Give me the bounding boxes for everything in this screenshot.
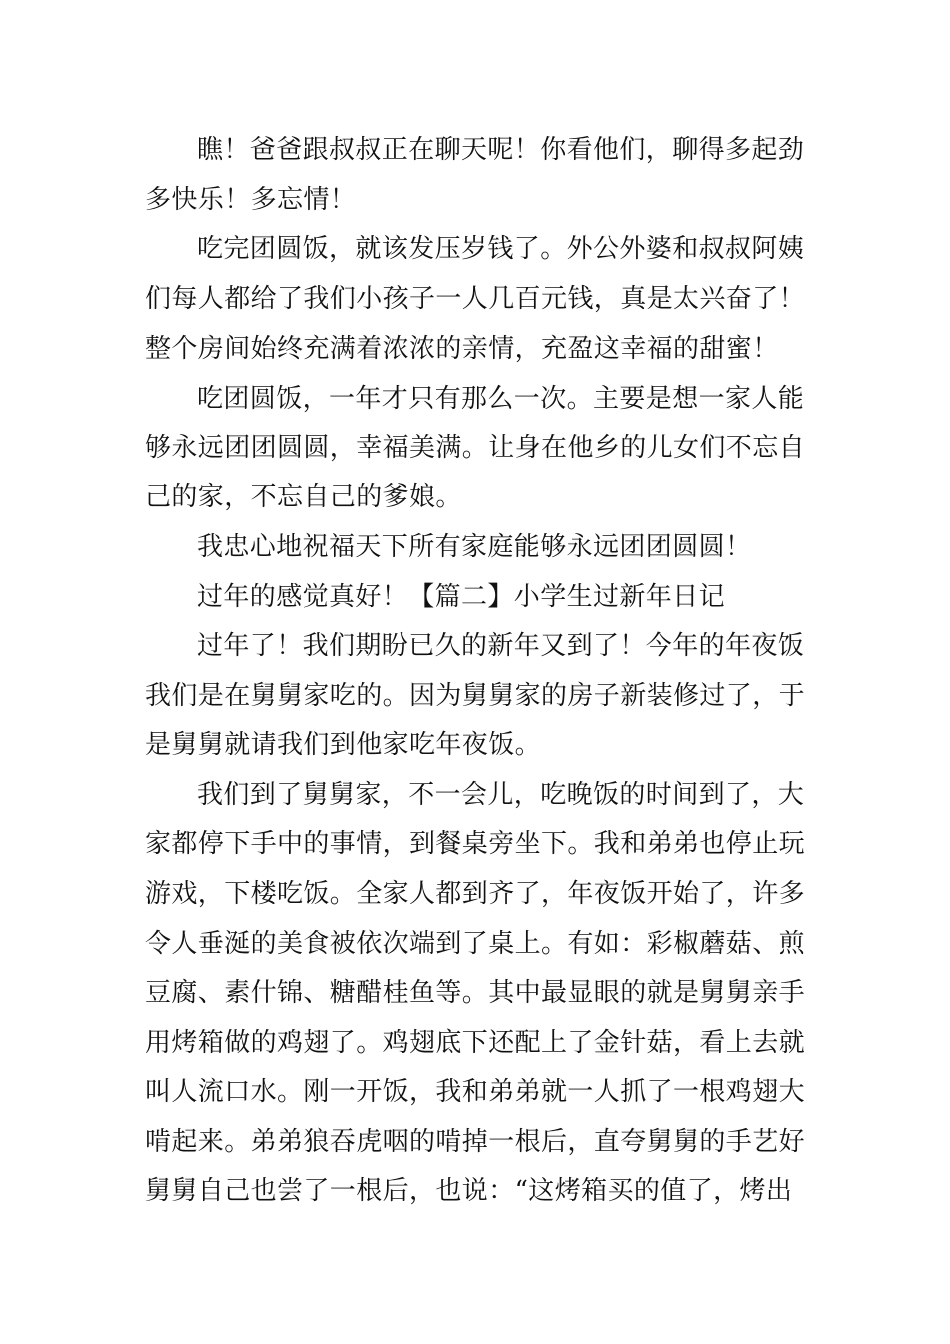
text-line: 啃起来。弟弟狼吞虎咽的啃掉一根后，直夸舅舅的手艺好 bbox=[145, 1127, 806, 1157]
text-line: 过年的感觉真好！【篇二】小学生过新年日记 bbox=[197, 582, 726, 612]
text-line: 多快乐！多忘情！ bbox=[145, 185, 357, 215]
text-line: 够永远团团圆圆，幸福美满。让身在他乡的儿女们不忘自 bbox=[145, 433, 806, 463]
text-line: 过年了！我们期盼已久的新年又到了！今年的年夜饭 bbox=[197, 631, 805, 661]
text-line: 整个房间始终充满着浓浓的亲情，充盈这幸福的甜蜜！ bbox=[145, 334, 779, 364]
text-line: 我们是在舅舅家吃的。因为舅舅家的房子新装修过了，于 bbox=[145, 681, 806, 711]
text-line: 豆腐、素什锦、糖醋桂鱼等。其中最显眼的就是舅舅亲手 bbox=[145, 978, 806, 1008]
text-line: 舅舅自己也尝了一根后，也说：“这烤箱买的值了，烤出 bbox=[145, 1176, 793, 1206]
text-line: 瞧！爸爸跟叔叔正在聊天呢！你看他们，聊得多起劲 bbox=[197, 135, 805, 165]
text-line: 用烤箱做的鸡翅了。鸡翅底下还配上了金针菇，看上去就 bbox=[145, 1028, 806, 1058]
text-line: 吃完团圆饭，就该发压岁钱了。外公外婆和叔叔阿姨 bbox=[197, 234, 805, 264]
text-line: 令人垂涎的美食被依次端到了桌上。有如：彩椒蘑菇、煎 bbox=[145, 929, 806, 959]
text-line: 我忠心地祝福天下所有家庭能够永远团团圆圆！ bbox=[197, 532, 752, 562]
text-line: 游戏，下楼吃饭。全家人都到齐了，年夜饭开始了，许多 bbox=[145, 879, 806, 909]
text-line: 叫人流口水。刚一开饭，我和弟弟就一人抓了一根鸡翅大 bbox=[145, 1077, 806, 1107]
text-line: 们每人都给了我们小孩子一人几百元钱，真是太兴奋了！ bbox=[145, 284, 806, 314]
text-line: 我们到了舅舅家，不一会儿，吃晚饭的时间到了，大 bbox=[197, 780, 805, 810]
text-line: 吃团圆饭，一年才只有那么一次。主要是想一家人能 bbox=[197, 384, 805, 414]
text-line: 家都停下手中的事情，到餐桌旁坐下。我和弟弟也停止玩 bbox=[145, 829, 806, 859]
text-line: 己的家，不忘自己的爹娘。 bbox=[145, 482, 462, 512]
text-line: 是舅舅就请我们到他家吃年夜饭。 bbox=[145, 730, 542, 760]
